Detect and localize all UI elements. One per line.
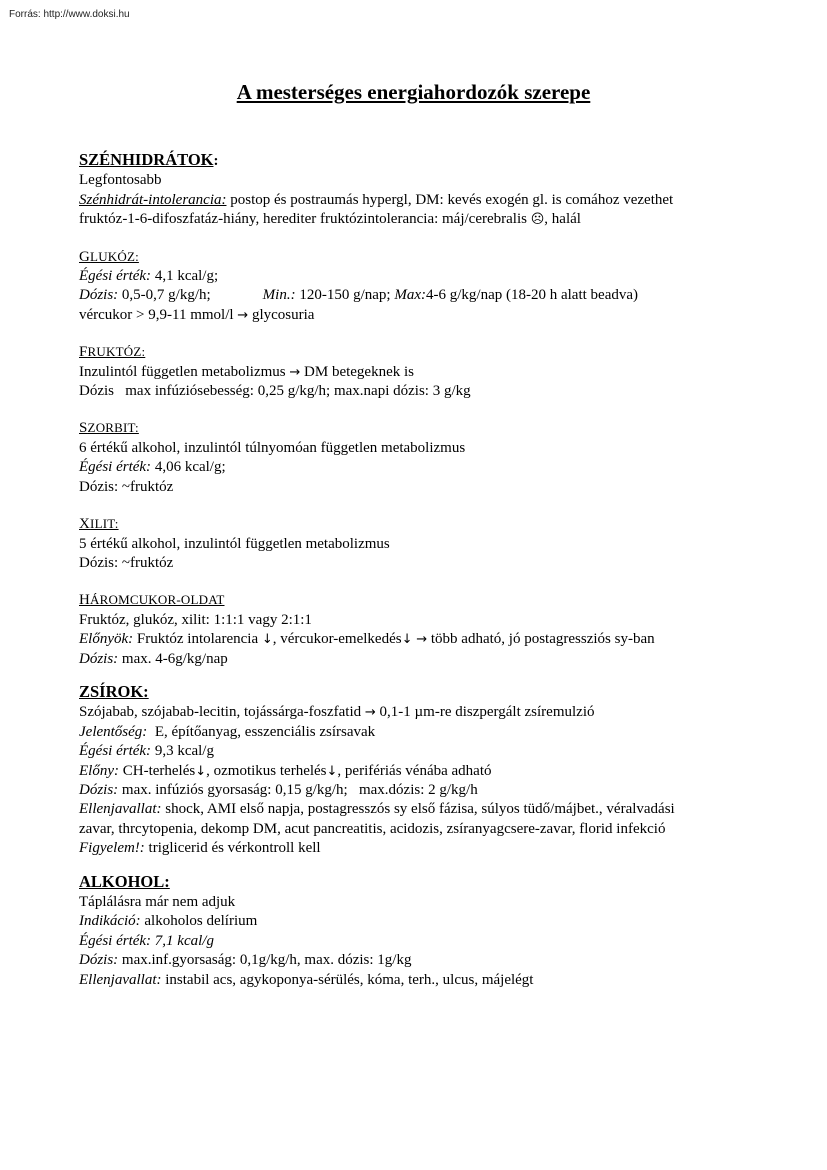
subsection-heading-glucose: GLUKÓZ:: [79, 248, 139, 265]
right-arrow-icon: →: [289, 364, 301, 380]
text-line: Dózis: max. infúziós gyorsaság: 0,15 g/kg/h; max.dózis: 2 g/kg/h: [79, 781, 478, 798]
subsection-heading-sorbit: SZORBIT:: [79, 420, 139, 437]
text-line: vércukor > 9,9-11 mmol/l → glycosuria: [79, 306, 315, 323]
text-line: Legfontosabb: [79, 172, 162, 189]
text-line: Szénhidrát-intolerancia: postop és postraumás hypergl, DM: kevés exogén gl. is comához vezethet: [79, 191, 674, 208]
text-line: Dózis: 0,5-0,7 g/kg/h; Min.: 120-150 g/nap; Max:4-6 g/kg/nap (18-20 h alatt beadva): [79, 287, 639, 304]
subsection-heading-fructose: FRUKTÓZ:: [79, 344, 146, 361]
text-line: Szójabab, szójabab-lecitin, tojássárga-foszfatid → 0,1-1 µm-re diszpergált zsíremulzió: [79, 704, 595, 721]
page-title: A mesterséges energiahordozók szerepe: [236, 80, 591, 104]
text-line: Indikáció: alkoholos delírium: [79, 913, 258, 930]
text-line: Előny: CH-terhelés↓, ozmotikus terhelés↓, perifériás vénába adható: [79, 762, 492, 779]
text-line: Ellenjavallat: instabil acs, agykoponya-sérülés, kóma, terh., ulcus, májelégt: [79, 971, 534, 988]
text-line: Dózis: ~fruktóz: [79, 554, 174, 571]
document-body: [79, 150, 779, 990]
right-arrow-icon: →: [364, 705, 376, 721]
text-line: Dózis: ~fruktóz: [79, 478, 174, 495]
text-line: Figyelem!: triglicerid és vérkontroll kell: [79, 840, 321, 857]
text-line: Ellenjavallat: shock, AMI első napja, postagresszós sy első fázisa, súlyos tüdő/májbet., véralvadási: [79, 801, 675, 818]
text-line: fruktóz-1-6-difoszfatáz-hiány, herediter fruktózintolerancia: máj/cerebralis ☹, halál: [79, 211, 581, 228]
down-arrow-icon: ↓: [195, 763, 207, 779]
section-heading-fats: ZSÍROK:: [79, 681, 149, 701]
text-line: Égési érték: 9,3 kcal/g: [79, 743, 214, 760]
right-arrow-icon: →: [237, 307, 249, 323]
text-line: 5 értékű alkohol, inzulintól független metabolizmus: [79, 535, 390, 552]
subsection-heading-triple-sugar: HÁROMCUKOR-OLDAT: [79, 592, 225, 609]
text-line: Égési érték: 4,06 kcal/g;: [79, 459, 226, 476]
subsection-heading-xylit: XILIT:: [79, 516, 119, 533]
down-arrow-icon: ↓: [401, 632, 413, 648]
section-heading-carbohydrates: SZÉNHIDRÁTOK:: [79, 150, 219, 169]
text-line: 6 értékű alkohol, inzulintól túlnyomóan független metabolizmus: [79, 439, 466, 456]
text-line: Táplálásra már nem adjuk: [79, 894, 236, 910]
text-line: Dózis: max. 4-6g/kg/nap: [79, 650, 228, 667]
text-line: Inzulintól független metabolizmus → DM betegeknek is: [79, 363, 415, 380]
text-line: Jelentőség: E, építőanyag, esszenciális zsírsavak: [79, 723, 376, 740]
text-line: Dózis: max.inf.gyorsaság: 0,1g/kg/h, max. dózis: 1g/kg: [79, 952, 412, 969]
text-line: zavar, thrcytopenia, dekomp DM, acut pancreatitis, acidozis, zsíranyagcsere-zavar, florid infekció: [79, 820, 666, 837]
text-line: Fruktóz, glukóz, xilit: 1:1:1 vagy 2:1:1: [79, 611, 312, 628]
section-heading-alcohol: ALKOHOL:: [79, 871, 170, 891]
down-arrow-icon: ↓: [261, 632, 273, 648]
text-line: Dózis max infúziósebesség: 0,25 g/kg/h; max.napi dózis: 3 g/kg: [79, 383, 471, 400]
sad-face-icon: ☹: [530, 212, 545, 228]
text-line: Égési érték: 7,1 kcal/g: [79, 932, 214, 949]
down-arrow-icon: ↓: [326, 763, 338, 779]
text-line: Égési érték: 4,1 kcal/g;: [79, 268, 219, 285]
right-arrow-icon: →: [416, 632, 428, 648]
source-url: Forrás: http://www.doksi.hu: [9, 9, 130, 20]
text-line: Előnyök: Fruktóz intolarencia ↓, vércukor-emelkedés↓ → több adható, jó postagressziós sy-ban: [79, 631, 655, 648]
